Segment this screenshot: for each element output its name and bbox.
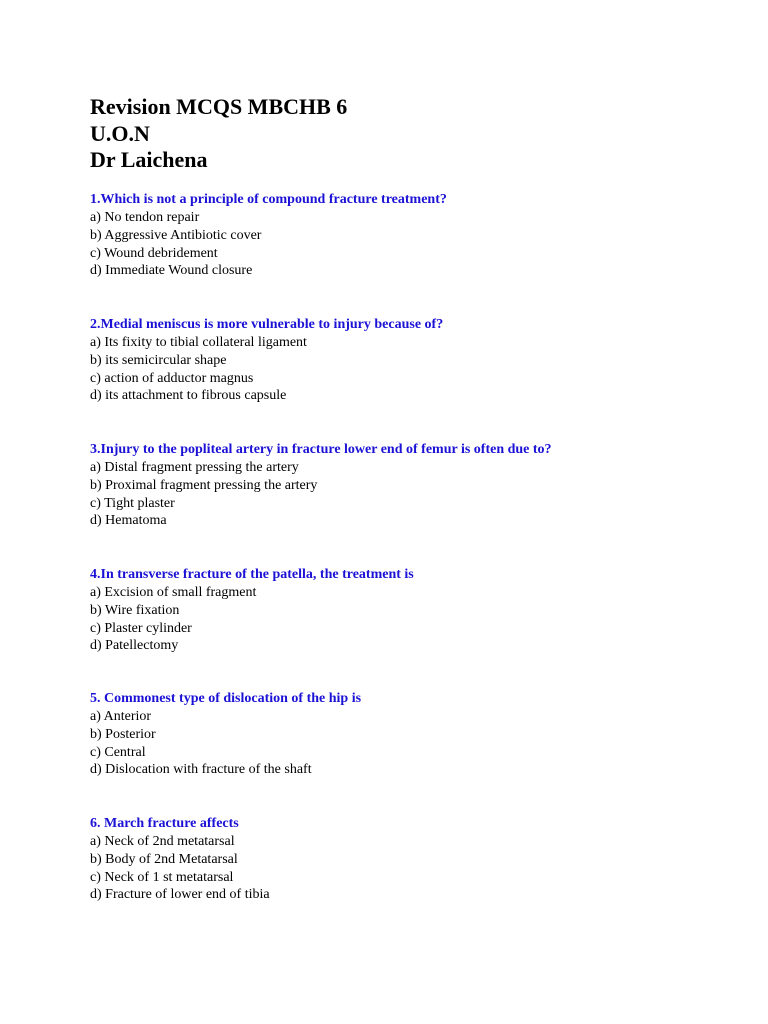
question-text: 6. March fracture affects (90, 816, 239, 831)
question-5 (90, 690, 730, 779)
option-d: d) Immediate Wound closure (90, 263, 253, 279)
title-line-1: Revision MCQS MBCHB 6 (90, 94, 348, 119)
question-6 (90, 815, 730, 904)
question-text: 3.Injury to the popliteal artery in fracture lower end of femur is often due to? (90, 442, 552, 457)
option-a: a) Neck of 2nd metatarsal (90, 834, 235, 849)
option-b: b) Posterior (90, 726, 156, 742)
option-d: d) Fracture of lower end of tibia (90, 887, 270, 903)
option-b: b) Proximal fragment pressing the artery (90, 477, 318, 493)
option-c: c) Tight plaster (90, 495, 175, 511)
question-text: 5. Commonest type of dislocation of the hip is (90, 691, 362, 706)
option-c: c) Central (90, 744, 146, 760)
question-text: 4.In transverse fracture of the patella, the treatment is (90, 567, 414, 582)
option-b: b) its semicircular shape (90, 352, 227, 368)
option-d: d) its attachment to fibrous capsule (90, 388, 287, 404)
document-title (90, 94, 347, 174)
option-b: b) Body of 2nd Metatarsal (90, 851, 238, 867)
option-c: c) Wound debridement (90, 245, 218, 261)
title-line-3: Dr Laichena (90, 147, 208, 172)
option-a: a) No tendon repair (90, 210, 200, 225)
question-3 (90, 441, 730, 530)
option-c: c) Neck of 1 st metatarsal (90, 869, 234, 885)
option-b: b) Aggressive Antibiotic cover (90, 227, 262, 243)
question-text: 2.Medial meniscus is more vulnerable to injury because of? (90, 317, 444, 332)
question-2 (90, 316, 730, 405)
option-c: c) action of adductor magnus (90, 370, 254, 386)
option-c: c) Plaster cylinder (90, 620, 192, 636)
option-a: a) Distal fragment pressing the artery (90, 460, 299, 475)
option-a: a) Excision of small fragment (90, 585, 257, 600)
option-b: b) Wire fixation (90, 602, 180, 618)
question-1 (90, 191, 730, 280)
option-d: d) Dislocation with fracture of the shaft (90, 762, 312, 778)
question-text: 1.Which is not a principle of compound fracture treatment? (90, 192, 447, 207)
option-a: a) Its fixity to tibial collateral ligament (90, 335, 307, 350)
option-d: d) Patellectomy (90, 638, 179, 654)
option-a: a) Anterior (90, 709, 152, 724)
option-d: d) Hematoma (90, 513, 167, 529)
title-line-2: U.O.N (90, 120, 150, 146)
question-4 (90, 566, 730, 655)
